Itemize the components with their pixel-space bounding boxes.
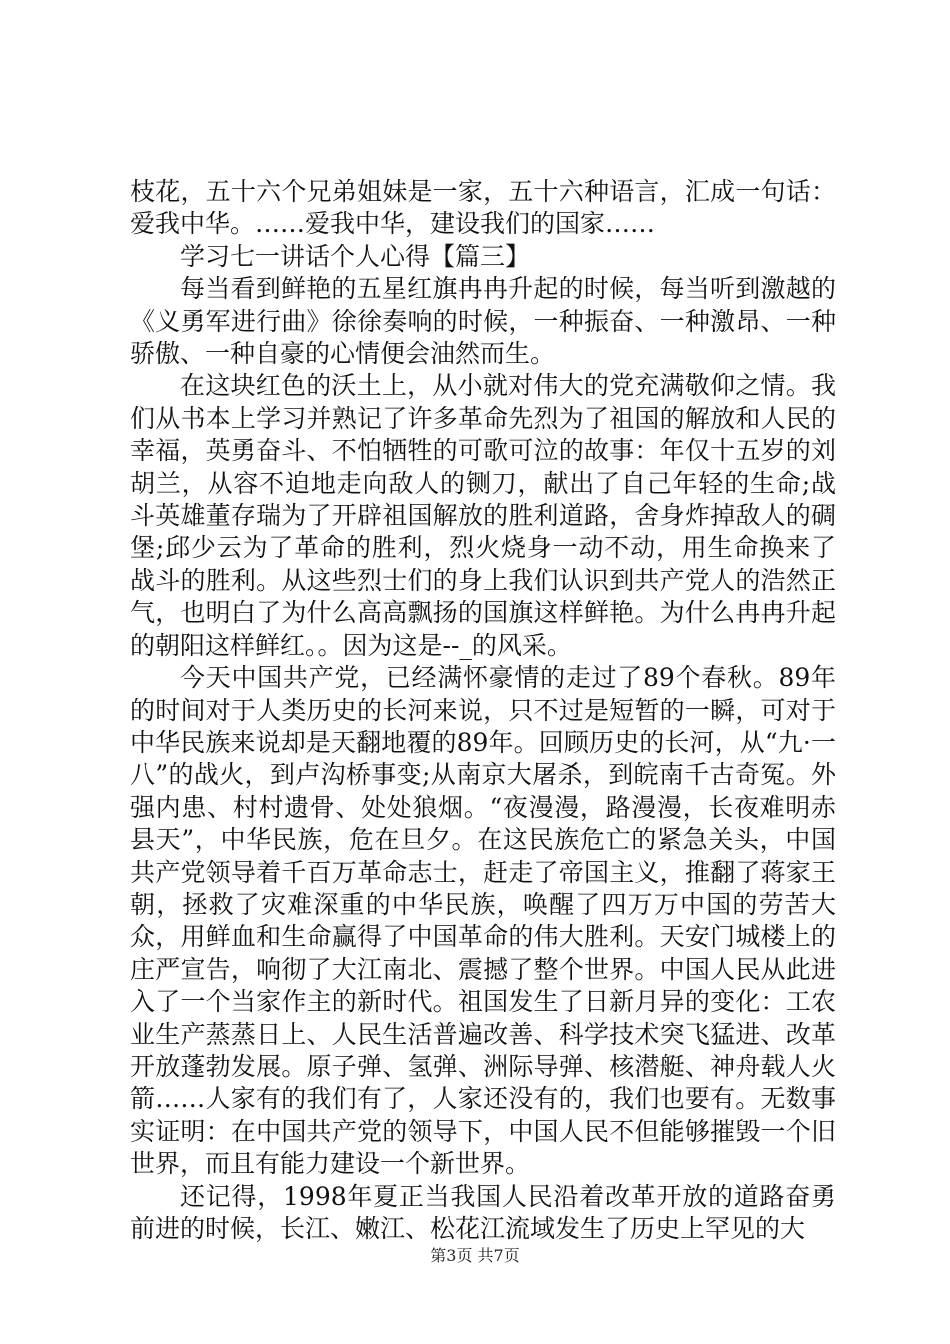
page-footer: 第3页 共7页 [430, 1246, 520, 1265]
paragraph: 今天中国共产党，已经满怀豪情的走过了89个春秋。89年的时间对于人类历史的长河来说，只不过是短暂的一瞬，可对于中华民族来说却是天翻地覆的89年。回顾历史的长河，从“九·一八”的战火，到卢沟桥事变;从南京大屠杀，到皖南千古奇冤。外强内患、村村遗骨、处处狼烟。“夜漫漫，路漫漫，长夜难明赤县天”，中华民族，危在旦夕。在这民族危亡的紧急关头，中国共产党领导着千百万革命志士，赶走了帝国主义，推翻了蒋家王朝，拯救了灾难深重的中华民族，唤醒了四万万中国的劳苦大众，用鲜血和生命赢得了中国革命的伟大胜利。天安门城楼上的庄严宣告，响彻了大江南北、震撼了整个世界。中国人民从此进入了一个当家作主的新时代。祖国发生了日新月异的变化：工农业生产蒸蒸日上、人民生活普遍改善、科学技术突飞猛进、改革开放蓬勃发展。原子弹、氢弹、洲际导弹、核潜艇、神舟载人火箭……人家有的我们有了，人家还没有的，我们也要有。无数事实证明：在中国共产党的领导下，中国人民不但能够摧毁一个旧世界，而且有能力建设一个新世界。 [130, 663, 836, 1179]
paragraph: 每当看到鲜艳的五星红旗冉冉升起的时候，每当听到激越的《义勇军进行曲》徐徐奏响的时候，一种振奋、一种激昂、一种骄傲、一种自豪的心情便会油然而生。 [130, 274, 836, 369]
section-heading: 学习七一讲话个人心得【篇三】 [180, 241, 531, 271]
paragraph-continuation: 枝花，五十六个兄弟姐妹是一家，五十六种语言，汇成一句话：爱我中华。……爱我中华，建设我们的国家…… [130, 177, 836, 239]
paragraph: 在这块红色的沃土上，从小就对伟大的党充满敬仰之情。我们从书本上学习并熟记了许多革命先烈为了祖国的解放和人民的幸福，英勇奋斗、不怕牺牲的可歌可泣的故事：年仅十五岁的刘胡兰，从容不迫地走向敌人的铡刀，献出了自己年轻的生命;战斗英雄董存瑞为了开辟祖国解放的胜利道路，舍身炸掉敌人的碉堡;邱少云为了革命的胜利，烈火烧身一动不动，用生命换来了战斗的胜利。从这些烈士们的身上我们认识到共产党人的浩然正气，也明白了为什么高高飘扬的国旗这样鲜艳。为什么冉冉升起的朝阳这样鲜红。。因为这是--_的风采。 [130, 371, 836, 660]
document-body [130, 176, 836, 1245]
paragraph: 还记得，1998年夏正当我国人民沿着改革开放的道路奋勇前进的时候，长江、嫩江、松花江流域发生了历史上罕见的大 [130, 1181, 836, 1243]
